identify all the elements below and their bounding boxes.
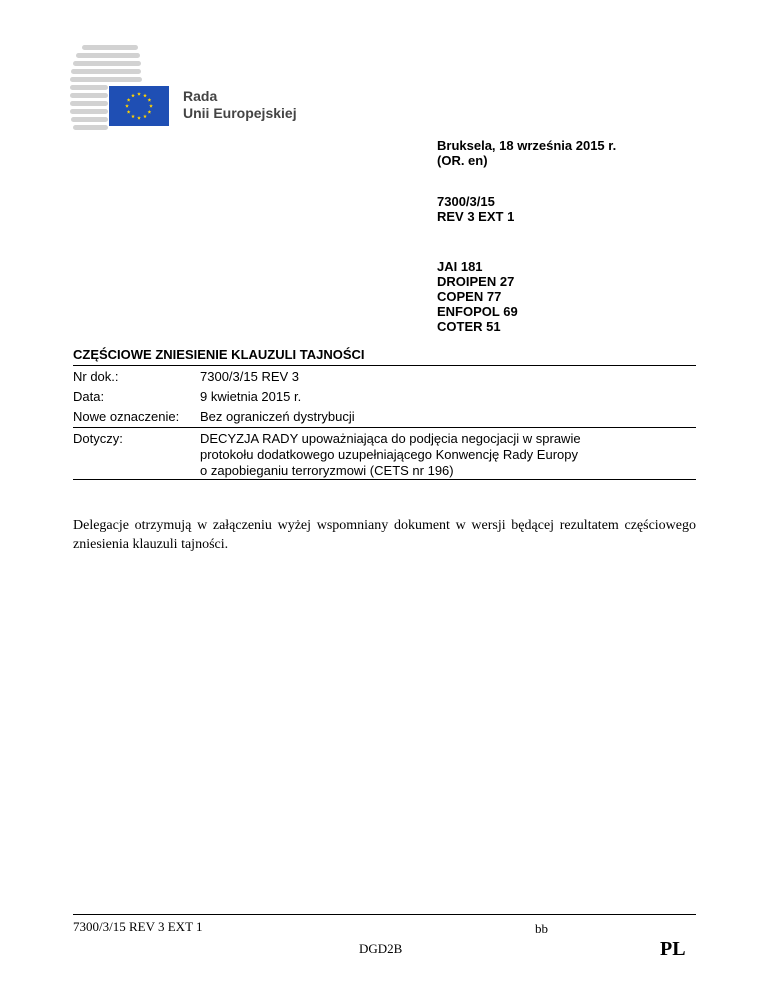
eu-star-icon xyxy=(127,98,131,102)
document-revision: REV 3 EXT 1 xyxy=(437,209,515,224)
code-item: COTER 51 xyxy=(437,319,501,334)
footer-doc-ref: 7300/3/15 REV 3 EXT 1 xyxy=(73,919,203,934)
code-item: ENFOPOL 69 xyxy=(437,304,518,319)
place-date: Bruksela, 18 września 2015 r. xyxy=(437,138,617,153)
logo-stripe xyxy=(70,101,108,106)
table-rule xyxy=(73,427,696,428)
logo-stripe xyxy=(71,117,108,122)
body-paragraph: Delegacje otrzymują w załączeniu wyżej wspomniany dokument w wersji będącej rezultatem częściowego zniesienia klauzuli tajności. xyxy=(73,518,696,552)
logo-stripe xyxy=(73,61,141,66)
logo-stripe xyxy=(70,77,142,82)
org-name-line2: Unii Europejskiej xyxy=(183,105,297,121)
code-item: COPEN 77 xyxy=(437,289,502,304)
eu-star-icon xyxy=(131,94,135,98)
footer-initials: bb xyxy=(535,921,548,936)
eu-star-icon xyxy=(125,104,129,108)
subject-line: DECYZJA RADY upoważniająca do podjęcia negocjacji w sprawie xyxy=(200,431,581,446)
row-label-new-marking: Nowe oznaczenie: xyxy=(73,409,180,424)
eu-star-icon xyxy=(149,104,153,108)
eu-flag-icon xyxy=(109,86,169,126)
eu-star-icon xyxy=(147,98,151,102)
row-label-doc-number: Nr dok.: xyxy=(73,369,119,384)
logo-stripe xyxy=(70,109,108,114)
original-language: (OR. en) xyxy=(437,153,488,168)
eu-star-icon xyxy=(143,114,147,118)
eu-star-icon xyxy=(131,114,135,118)
eu-star-icon xyxy=(147,110,151,114)
footer-language: PL xyxy=(660,938,686,960)
document-number: 7300/3/15 xyxy=(437,194,495,209)
row-value-new-marking: Bez ograniczeń dystrybucji xyxy=(200,409,355,424)
footer-rule xyxy=(73,914,696,915)
eu-star-icon xyxy=(127,110,131,114)
council-logo xyxy=(70,45,310,135)
logo-stripe xyxy=(76,53,140,58)
row-value-subject xyxy=(200,431,581,479)
logo-stripe xyxy=(71,69,141,74)
row-value-date: 9 kwietnia 2015 r. xyxy=(200,389,302,404)
logo-stripe xyxy=(70,93,108,98)
logo-stripe xyxy=(70,85,108,90)
logo-stripe xyxy=(73,125,108,130)
row-label-date: Data: xyxy=(73,389,105,404)
eu-star-icon xyxy=(143,94,147,98)
row-value-doc-number: 7300/3/15 REV 3 xyxy=(200,369,300,384)
org-name-line1: Rada xyxy=(183,88,218,104)
organization-name xyxy=(183,88,297,122)
declassification-title: CZĘŚCIOWE ZNIESIENIE KLAUZULI TAJNOŚCI xyxy=(73,347,365,362)
code-item: DROIPEN 27 xyxy=(437,274,515,289)
logo-stripe xyxy=(82,45,138,50)
table-rule xyxy=(73,479,696,480)
footer-directorate: DGD2B xyxy=(359,941,403,956)
document-codes xyxy=(437,259,518,334)
subject-line: o zapobieganiu terroryzmowi (CETS nr 196) xyxy=(200,463,454,478)
subject-line: protokołu dodatkowego uzupełniającego Konwencję Rady Europy xyxy=(200,447,578,462)
eu-star-icon xyxy=(137,92,141,96)
table-rule xyxy=(73,365,696,366)
code-item: JAI 181 xyxy=(437,259,483,274)
row-label-subject: Dotyczy: xyxy=(73,431,123,446)
eu-star-icon xyxy=(137,116,141,120)
